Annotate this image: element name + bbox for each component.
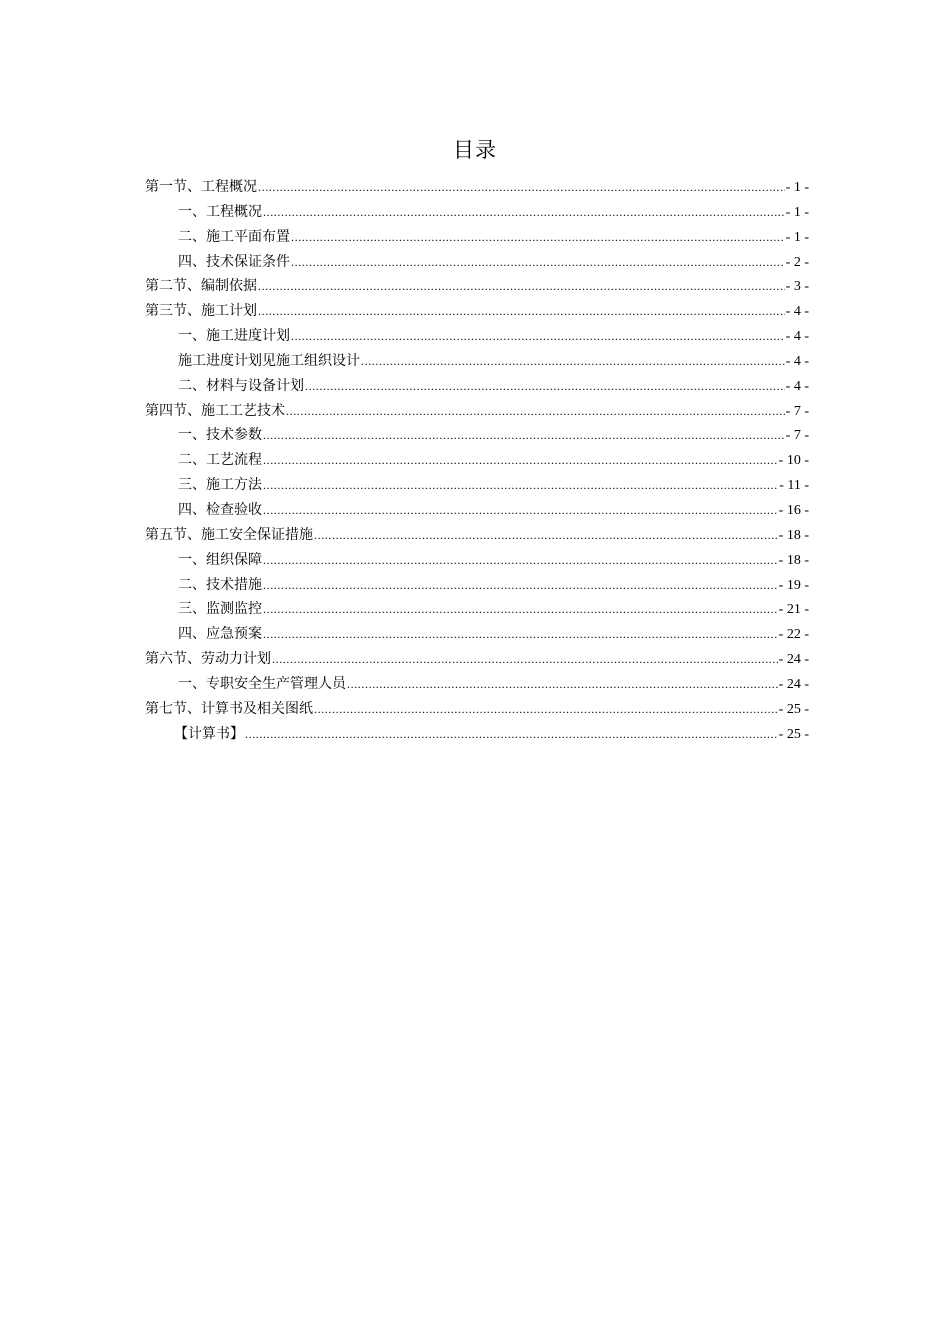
toc-dot-leader (258, 175, 785, 199)
toc-page-number: - 4 - (785, 378, 809, 394)
toc-page-number: - 24 - (778, 676, 809, 692)
toc-entry[interactable] (145, 225, 809, 250)
toc-entry[interactable] (145, 299, 809, 324)
toc-entry-text: 施工进度计划见施工组织设计 (178, 352, 360, 369)
toc-entry[interactable] (145, 324, 809, 349)
toc-entry-text: 第一节、工程概况 (145, 179, 257, 195)
toc-dot-leader (272, 647, 778, 671)
toc-page-number: - 7 - (785, 428, 809, 444)
toc-page-number: - 4 - (785, 353, 809, 369)
toc-entry[interactable] (145, 622, 809, 647)
toc-dot-leader (263, 548, 778, 572)
toc-entry[interactable] (145, 200, 809, 225)
toc-entry[interactable] (145, 498, 809, 523)
toc-entry[interactable] (145, 672, 809, 697)
toc-entry-text: 【计算书】 (174, 725, 244, 742)
toc-dot-leader (291, 225, 785, 249)
toc-entry-text: 第五节、施工安全保证措施 (145, 526, 313, 543)
toc-page-number: - 1 - (785, 180, 809, 195)
toc-entry-text: 一、工程概况 (178, 203, 262, 220)
toc-entry-text: 三、监测监控 (178, 601, 262, 618)
toc-page-number: - 22 - (778, 627, 809, 643)
toc-entry-text: 四、技术保证条件 (178, 253, 290, 270)
toc-dot-leader (263, 448, 778, 472)
toc-dot-leader (258, 274, 785, 298)
toc-dot-leader (286, 399, 785, 423)
table-of-contents (145, 175, 809, 746)
toc-entry[interactable] (145, 175, 809, 200)
toc-page-number: - 2 - (785, 254, 809, 270)
toc-entry-text: 第六节、劳动力计划 (145, 651, 271, 668)
toc-dot-leader (305, 374, 785, 398)
toc-entry[interactable] (145, 722, 809, 747)
toc-entry[interactable] (145, 274, 809, 299)
toc-entry[interactable] (145, 548, 809, 573)
toc-dot-leader (361, 349, 785, 373)
toc-page-number: - 1 - (785, 204, 809, 220)
toc-entry[interactable] (145, 573, 809, 598)
toc-entry-text: 第四节、施工工艺技术 (145, 402, 285, 419)
toc-page-number: - 10 - (778, 453, 809, 469)
toc-dot-leader (291, 324, 785, 348)
toc-entry-text: 四、检查验收 (178, 501, 262, 518)
toc-title: 目录 (453, 138, 497, 162)
toc-dot-leader (263, 473, 778, 497)
toc-entry[interactable] (145, 523, 809, 548)
toc-entry-text: 一、技术参数 (178, 427, 262, 444)
toc-page-number: - 18 - (778, 527, 809, 543)
toc-entry[interactable] (145, 473, 809, 498)
toc-entry-text: 四、应急预案 (178, 626, 262, 643)
toc-entry-text: 二、施工平面布置 (178, 228, 290, 245)
toc-page-number: - 16 - (778, 502, 809, 518)
toc-page-number: - 18 - (778, 552, 809, 568)
toc-page-number: - 25 - (778, 726, 809, 742)
toc-page-number: - 19 - (778, 577, 809, 593)
toc-entry-text: 一、专职安全生产管理人员 (178, 675, 346, 692)
toc-entry-text: 二、技术措施 (178, 576, 262, 593)
toc-entry-text: 一、施工进度计划 (178, 328, 290, 345)
toc-entry-text: 二、材料与设备计划 (178, 377, 304, 394)
toc-entry[interactable] (145, 349, 809, 374)
toc-entry[interactable] (145, 448, 809, 473)
toc-entry[interactable] (145, 597, 809, 622)
toc-dot-leader (245, 722, 778, 746)
toc-dot-leader (263, 597, 778, 621)
toc-page-number: - 11 - (779, 478, 809, 494)
toc-dot-leader (263, 498, 778, 522)
toc-dot-leader (263, 622, 778, 646)
toc-entry[interactable] (145, 399, 809, 424)
toc-entry[interactable] (145, 423, 809, 448)
toc-dot-leader (314, 523, 778, 547)
toc-dot-leader (258, 299, 785, 323)
toc-page-number: - 7 - (785, 403, 809, 419)
toc-dot-leader (314, 697, 778, 721)
toc-entry[interactable] (145, 250, 809, 275)
toc-page-number: - 25 - (778, 701, 809, 717)
toc-page-number: - 24 - (778, 652, 809, 668)
toc-entry-text: 第七节、计算书及相关图纸 (145, 700, 313, 717)
toc-page-number: - 4 - (785, 304, 809, 320)
toc-entry-text: 第三节、施工计划 (145, 303, 257, 320)
toc-page-number: - 21 - (778, 602, 809, 618)
toc-entry-text: 第二节、编制依据 (145, 278, 257, 295)
toc-entry-text: 三、施工方法 (178, 477, 262, 494)
toc-page-number: - 1 - (785, 229, 809, 245)
toc-dot-leader (291, 250, 785, 274)
toc-page-number: - 4 - (785, 329, 809, 345)
toc-dot-leader (347, 672, 778, 696)
toc-dot-leader (263, 200, 785, 224)
toc-entry-text: 二、工艺流程 (178, 452, 262, 469)
toc-page-number: - 3 - (785, 279, 809, 295)
toc-dot-leader (263, 423, 785, 447)
toc-dot-leader (263, 573, 778, 597)
toc-entry[interactable] (145, 697, 809, 722)
toc-entry-text: 一、组织保障 (178, 551, 262, 568)
toc-entry[interactable] (145, 647, 809, 672)
toc-entry[interactable] (145, 374, 809, 399)
